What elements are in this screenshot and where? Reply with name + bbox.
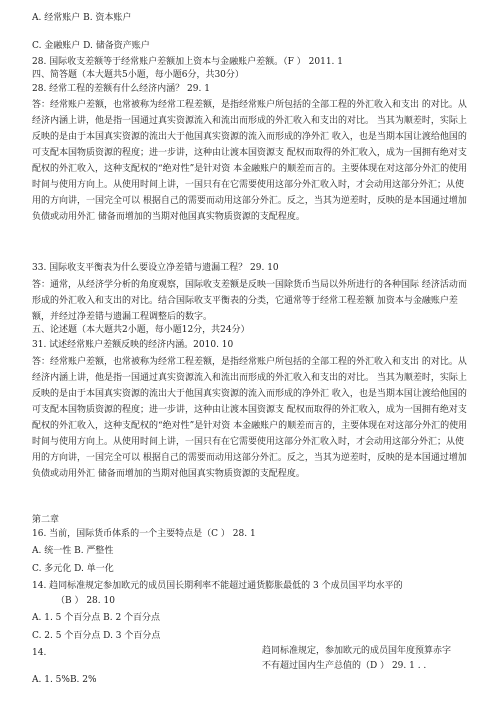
question-line: 14. 趋同标准规定参加欧元的成员国长期利率不能超过通货膨胀最低的 3 个成员国平均水平的 <box>32 581 403 591</box>
option-line: A. 统一性 B. 严整性 <box>32 546 114 556</box>
answer-paragraph: 答：经常账户差额，也常被称为经常工程差额，是指经常账户所包括的全部工程的外汇收入和支出 的对比。从经济内涵上讲，他是指一国通过真实资源流入和流出而形成的外汇收入和支出的对比。 当其为顺差时，实际上反映的是由于本国真实资源的流出大于他国真实资源的流入而形成的净外汇 收入，也是当期本国让渡给他国的可支配本国物质资源的程度；进一步讲，这种由让渡本国资源支 配权而取得的外汇收入，成为一国拥有绝对支配权的外汇收入，这种支配权的“绝对性”是针对资 本金融账户的顺差而言的。主要体现在对这部分外汇的使用时间与使用方向上。从使用时间上讲，一国只有在它需要使用这部分外汇收入时，才会动用这部分外汇；从使用的方向讲，一国完全可以 根据自己的需要而动用这部分外汇。反之，当其为逆差时，反映的是本国通过增加负债或动用外汇 储备而增加的当期对他国真实物质资源的支配程度。 <box>32 100 468 222</box>
answer-paragraph: 答：经常账户差额，也常被称为经常工程差额，是指经常账户所包括的全部工程的外汇收入和支出 的对比。从经济内涵上讲，他是指一国通过真实资源流入和流出而形成的外汇收入和支出的对比。 当其为顺差时，实际上反映的是由于本国真实资源的流出大于他国真实资源的流入而形成的净外汇 收入，也是当期本国让渡给他国的可支配本国物质资源的程度；进一步讲，这种由让渡本国资源支 配权而取得的外汇收入，成为一国拥有绝对支配权的外汇收入，这种支配权的“绝对性”是针对资 本金融账户的顺差而言的，主要体现在对这部分外汇的使用时间与使用方向上。从使用时间上讲，一国只有在它需要使用这部分外汇收入时，才会动用这部分外汇；从使用的方向讲，一国完全可以 根据自己的需要而动用这部分外汇。反之，当其为逆差时，反映的是本国通过增加负债或动用外汇 储备而增加的当期对他国真实物质资源的支配程度。 <box>32 357 468 479</box>
option-line: A. 1. 5 个百分点 B. 2 个百分点 <box>32 613 161 623</box>
question-line: 33. 国际收支平衡表为什么要设立净差错与遗漏工程？ 29. 10 <box>32 263 279 273</box>
answer-line: （B ） 28. 10 <box>56 596 115 606</box>
question-line: 16. 当前，国际货币体系的一个主要特点是（C ） 28. 1 <box>32 529 256 539</box>
option-line: C. 多元化 D. 单一化 <box>32 564 114 574</box>
question-line: 28. 经常工程的差额有什么经济内涵？ 29. 1 <box>32 84 210 94</box>
section-heading: 四、简答题（本大题共5小题，每小题6分，共30分） <box>32 70 244 80</box>
option-line: C. 金融账户 D. 储备资产账户 <box>32 41 150 51</box>
answer-paragraph: 答：通常，从经济学分析的角度观察，国际收支差额是反映一国除货币当局以外所进行的各种国际 经济活动而形成的外汇收入和支出的对比。结合国际收支平衡表的分类，它通常等于经常工程差额 加资本与金融账户差额，并经过净差错与遗漏工程调整后的数字。 <box>32 280 467 322</box>
question-line: 28. 国际收支差额等于经常账户差额加上资本与金融账户差额。（F ） 2011. 1 <box>32 57 343 67</box>
option-line: C. 2. 5 个百分点 D. 3 个百分点 <box>32 631 161 641</box>
question-line: 趋同标准规定，参加欧元的成员国年度预算赤字 <box>262 646 452 656</box>
option-line: A. 1. 5%B. 2% <box>32 675 97 685</box>
option-line: A. 经常账户 B. 资本账户 <box>32 13 132 23</box>
chapter-heading: 第二章 <box>32 515 60 525</box>
question-number: 14. <box>32 648 47 658</box>
section-heading: 五、论述题（本大题共2小题，每小题12分，共24分） <box>32 325 250 335</box>
question-line: 不有超过国内生产总值的（D ） 29. 1 . . <box>262 661 427 671</box>
question-line: 31. 试述经常账户差额反映的经济内涵。2010. 10 <box>32 340 234 350</box>
